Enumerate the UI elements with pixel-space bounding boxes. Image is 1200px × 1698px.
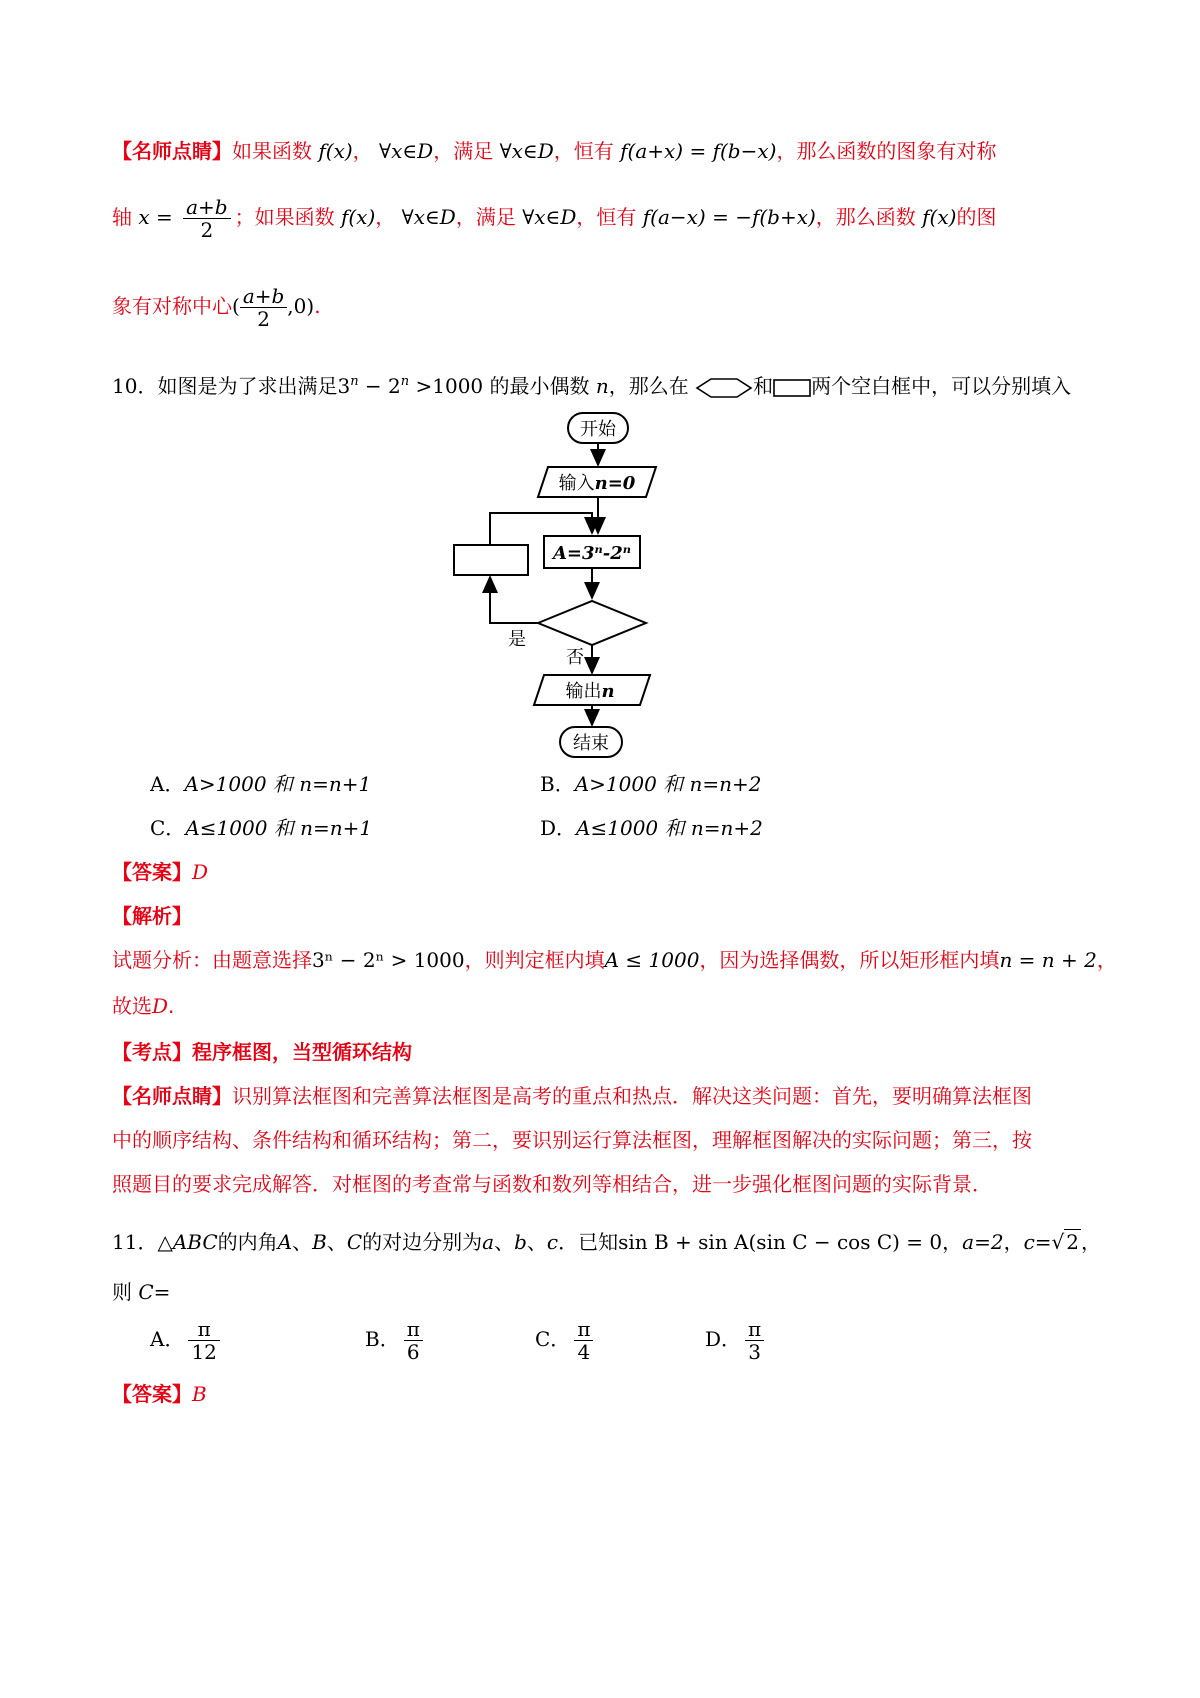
q10-power-expr: $3^n - 2^n$ — [337, 374, 410, 398]
flow-assign — [544, 536, 640, 568]
flow-start — [568, 413, 628, 443]
q11-stem: 11．△ABC的内角A、B、C的对边分别为a、b、c．已知sin B + sin A(sin C − cos C) = 0，a=2，c=√ 2 ， — [112, 1230, 1102, 1254]
q10-answer: 【答案】D — [112, 860, 209, 884]
svg-text:开始: 开始 — [580, 419, 616, 440]
axis-fraction: $\frac{a+b}{2}$ — [183, 196, 230, 241]
flow-no-label: 否 — [566, 647, 584, 668]
svg-text:输入n=0: 输入n=0 — [558, 473, 636, 494]
rectangle-shape-icon — [773, 378, 811, 398]
flow-input — [538, 467, 656, 497]
tip1-line2: 轴 x = $\frac{a+b}{2}$ ；如果函数 f(x)， ∀x∈D，满足 ∀x∈D，恒有 f(a−x) = −f(b+x)，那么函数 f(x)的图 — [112, 195, 997, 242]
tip1-line3: 象有对称中心( $\frac{a+b}{2}$ ,0). — [112, 284, 321, 331]
q11-option-d: D． $\frac{\pi}{3}$ — [705, 1318, 768, 1363]
flow-output — [534, 675, 650, 705]
q10-option-b: B．A>1000 和 n=n+2 — [540, 772, 762, 796]
q10-analysis-line2: 故选D. — [112, 994, 175, 1018]
flow-end — [560, 727, 622, 757]
q11-option-c: C． $\frac{\pi}{4}$ — [535, 1318, 597, 1363]
svg-text:A=3ⁿ-2ⁿ: A=3ⁿ-2ⁿ — [552, 543, 632, 564]
q11-option-b: B． $\frac{\pi}{6}$ — [365, 1318, 427, 1363]
q10-option-c: C．A≤1000 和 n=n+1 — [150, 816, 373, 840]
tip1-line1: 【名师点睛】如果函数 f(x)， ∀x∈D，满足 ∀x∈D，恒有 f(a+x) = f(b−x)，那么函数的图象有对称 — [112, 139, 997, 163]
q10-stem: 10．如图是为了求出满足$3^n - 2^n >1000$ 的最小偶数 n，那么在 和 两个空白框中，可以分别填入 — [112, 374, 1072, 398]
q10-option-a: A．A>1000 和 n=n+1 — [150, 772, 372, 796]
q10-kaodian: 【考点】程序框图，当型循环结构 — [112, 1040, 412, 1064]
q10-analysis-label: 【解析】 — [112, 904, 192, 928]
q10-tip-line3: 照题目的要求完成解答．对框图的考查常与函数和数列等相结合，进一步强化框图问题的实际背景． — [112, 1172, 992, 1196]
svg-text:输出n: 输出n — [565, 681, 615, 702]
q10-option-d: D．A≤1000 和 n=n+2 — [540, 816, 763, 840]
center-fraction: $\frac{a+b}{2}$ — [240, 285, 287, 330]
tip1-label: 【名师点睛】 — [112, 139, 232, 163]
sqrt-symbol: √ 2 — [1051, 1230, 1080, 1254]
diamond-shape-icon — [695, 377, 753, 399]
flow-decision-empty — [538, 601, 646, 645]
q10-tip-line1: 【名师点睛】识别算法框图和完善算法框图是高考的重点和热点．解决这类问题：首先，要明确算法框图 — [112, 1084, 1032, 1108]
flow-process-empty — [454, 545, 528, 575]
q11-answer: 【答案】B — [112, 1382, 207, 1406]
flow-yes-label: 是 — [508, 629, 526, 650]
svg-text:结束: 结束 — [573, 733, 609, 754]
q11-option-a: A． $\frac{\pi}{12}$ — [150, 1318, 224, 1363]
q11-line2: 则 C= — [112, 1280, 171, 1304]
q10-tip-line2: 中的顺序结构、条件结构和循环结构；第二，要识别运行算法框图，理解框图解决的实际问题；第三，按 — [112, 1128, 1032, 1152]
flowchart — [440, 405, 720, 765]
q10-analysis-line1: 试题分析：由题意选择3ⁿ − 2ⁿ > 1000，则判定框内填A ≤ 1000，因为选择偶数，所以矩形框内填n = n + 2， — [112, 948, 1117, 972]
